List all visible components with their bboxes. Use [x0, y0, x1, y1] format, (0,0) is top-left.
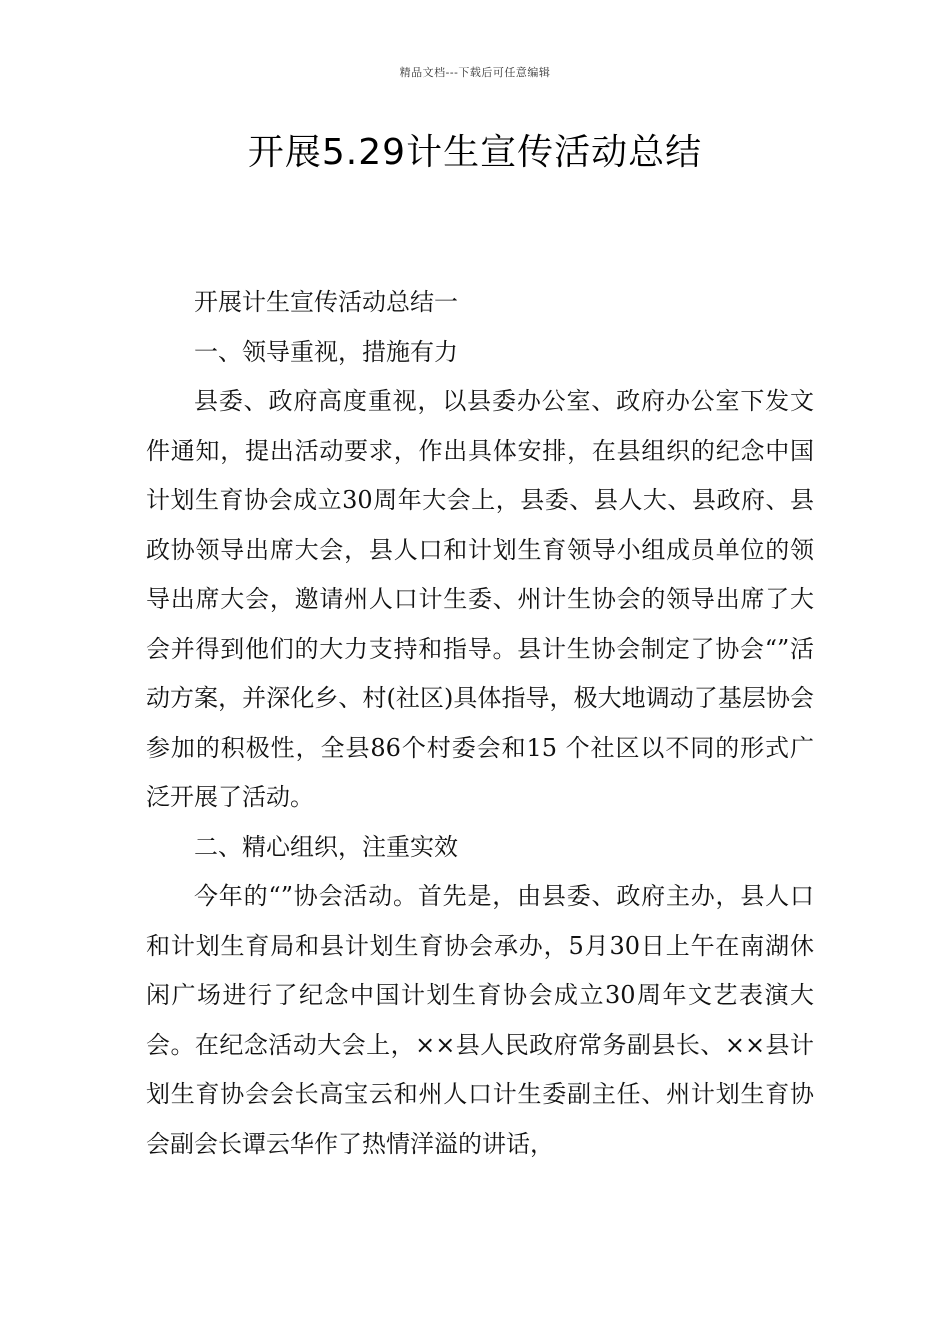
- section-heading-1: 一、领导重视，措施有力: [194, 337, 458, 366]
- document-title: 开展5.29计生宣传活动总结: [247, 132, 703, 173]
- header-note: 精品文档---下载后可任意编辑: [399, 66, 551, 79]
- document-body: [146, 278, 814, 1169]
- paragraph-2: 今年的“”协会活动。首先是，由县委、政府主办，县人口和计划生育局和县计划生育协会承办，5月30日上午在南湖休闲广场进行了纪念中国计划生育协会成立30周年文艺表演大会。在纪念活动大会上，××县人民政府常务副县长、××县计划生育协会会长高宝云和州人口计生委副主任、州计划生育协会副会长谭云华作了热情洋溢的讲话，: [146, 882, 814, 1158]
- section-subtitle: 开展计生宣传活动总结一: [194, 288, 458, 316]
- paragraph-1: 县委、政府高度重视，以县委办公室、政府办公室下发文件通知，提出活动要求，作出具体安排，在县组织的纪念中国计划生育协会成立30周年大会上，县委、县人大、县政府、县政协领导出席大会，县人口和计划生育领导小组成员单位的领导出席大会，邀请州人口计生委、州计生协会的领导出席了大会并得到他们的大力支持和指导。县计生协会制定了协会“”活动方案，并深化乡、村(社区)具体指导，极大地调动了基层协会参加的积极性，全县86个村委会和15 个社区以不同的形式广泛开展了活动。: [146, 387, 814, 811]
- section-heading-2: 二、精心组织，注重实效: [194, 832, 458, 861]
